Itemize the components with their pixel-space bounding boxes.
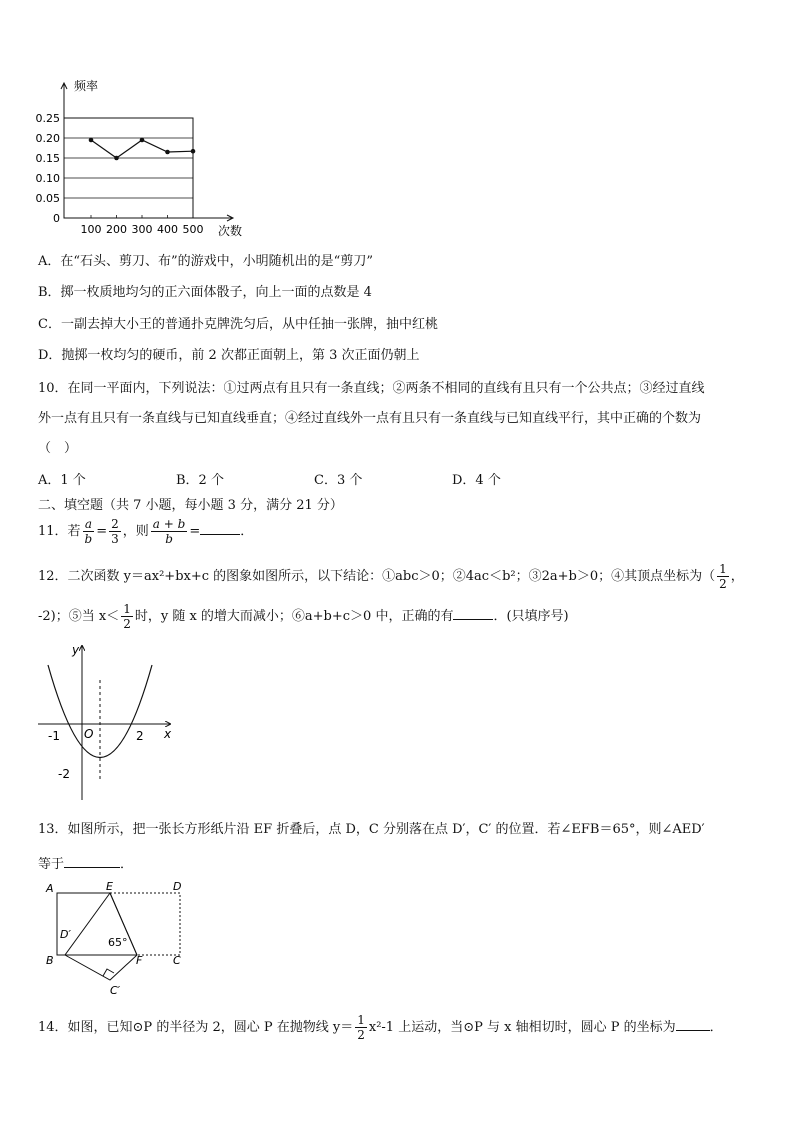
q14-text-b: x²-1 上运动，当⊙P 与 x 轴相切时，圆心 P 的坐标为 — [368, 1020, 676, 1035]
q10-option-c: C．3 个 — [314, 473, 363, 488]
y-tick-label: 0.25 — [35, 112, 60, 125]
graph-origin-label: O — [84, 727, 94, 741]
q10-option-a: A．1 个 — [38, 473, 86, 488]
q10-line1: 10．在同一平面内，下列说法：①过两点有且只有一条直线；②两条不相同的直线有且只有一个公共点；③经过直线 — [38, 381, 705, 396]
chart-series — [89, 138, 196, 161]
q10-option-d: D．4 个 — [452, 473, 501, 488]
q12-text-c: -2)；⑤当 x＜ — [38, 609, 120, 624]
graph-minus2-label: -2 — [58, 767, 70, 781]
q12-text-e: ．(只填序号) — [493, 609, 569, 624]
q12-line1 — [38, 562, 744, 591]
q12-frac-half: $\frac{1}{2}$ — [719, 562, 727, 591]
q11-end: = — [189, 524, 201, 539]
data-point — [140, 138, 145, 143]
q13-line2 — [38, 853, 133, 872]
data-point — [191, 149, 196, 154]
q12-frac-half-2: $\frac{1}{2}$ — [123, 602, 131, 631]
y-tick-label: 0.15 — [35, 152, 60, 165]
x-tick-label: 300 — [131, 223, 153, 236]
q14 — [38, 1013, 723, 1042]
q11-frac-a-b: $\frac{a}{b}$ — [84, 517, 93, 546]
q11-eq: = — [96, 524, 108, 539]
q10-option-b: B．2 个 — [176, 473, 224, 488]
q11-frac-2-3: $\frac{2}{3}$ — [111, 517, 119, 546]
q9-option-c: C．一副去掉大小王的普通扑克牌洗匀后，从中任抽一张牌，抽中红桃 — [38, 317, 438, 332]
x-tick-label: 400 — [157, 223, 178, 236]
y-tick-label: 0.10 — [35, 172, 60, 185]
x-axis-label: 次数 — [218, 224, 243, 238]
label-f: F — [136, 954, 143, 967]
section-heading: 二、填空题（共 7 小题，每小题 3 分，满分 21 分） — [38, 498, 343, 513]
graph-y-label: y — [72, 643, 80, 657]
data-point — [165, 150, 170, 155]
label-angle: 65° — [108, 936, 128, 949]
q11 — [38, 517, 253, 546]
q11-tail: ． — [240, 524, 254, 539]
q12-text-b: ， — [730, 569, 744, 584]
label-b: B — [46, 954, 54, 967]
label-d-prime: D′ — [60, 928, 71, 941]
q11-mid: ，则 — [122, 524, 149, 539]
chart-axes — [36, 83, 234, 236]
series-line — [91, 140, 193, 158]
q9-option-a: A．在“石头、剪刀、布”的游戏中，小明随机出的是“剪刀” — [38, 254, 373, 269]
q13-tail: ． — [120, 857, 134, 872]
q14-answer-blank[interactable] — [676, 1030, 710, 1031]
right-angle-mark — [103, 969, 114, 976]
q12-text-d: 时，y 随 x 的增大而减小；⑥a+b+c＞0 中，正确的有 — [134, 609, 454, 624]
x-tick-label: 500 — [182, 223, 204, 236]
x-tick-label: 100 — [80, 223, 102, 236]
chart-grid — [64, 118, 193, 218]
frequency-line-chart — [30, 75, 250, 240]
label-a: A — [46, 882, 54, 895]
q10-line2: 外一点有且只有一条直线与已知直线垂直；④经过直线外一点有且只有一条直线与已知直线平行，其中正确的个数为 — [38, 411, 702, 426]
x-tick-label: 200 — [106, 223, 127, 236]
q14-text-a: 14．如图，已知⊙P 的半径为 2，圆心 P 在抛物线 y＝ — [38, 1020, 354, 1035]
q13-answer-blank[interactable] — [64, 867, 120, 868]
y-tick-label: 0.20 — [35, 132, 60, 145]
q13-text: 等于 — [38, 857, 65, 872]
q14-frac-half: $\frac{1}{2}$ — [357, 1013, 365, 1042]
label-d: D — [173, 880, 182, 893]
y-tick-label: 0.05 — [35, 192, 60, 205]
data-point — [89, 138, 94, 143]
q11-prefix: 11．若 — [38, 524, 81, 539]
q12-text-a: 12．二次函数 y＝ax²+bx+c 的图象如图所示，以下结论：①abc＞0；②4ac＜b²；③2a+b＞0；④其顶点坐标为（ — [38, 569, 716, 584]
graph-2-label: 2 — [136, 729, 144, 743]
y-axis-label: 频率 — [74, 79, 99, 93]
parabola-figure — [30, 640, 180, 805]
q11-answer-blank[interactable] — [200, 534, 240, 535]
label-e: E — [106, 880, 113, 893]
q12-line2 — [38, 602, 569, 631]
q9-option-d: D．抛掷一枚均匀的硬币，前 2 次都正面朝上，第 3 次正面仍朝上 — [38, 348, 420, 363]
label-c-prime: C′ — [110, 984, 121, 997]
q9-option-b: B．掷一枚质地均匀的正六面体骰子，向上一面的点数是 4 — [38, 285, 372, 300]
q13-line1: 13．如图所示，把一张长方形纸片沿 EF 折叠后，点 D，C 分别落在点 D′，C′ 的位置．若∠EFB＝65°，则∠AED′ — [38, 822, 705, 837]
q11-frac-ab-b: $\frac{a + b}{b}$ — [152, 517, 186, 546]
q10-line3: （ ） — [38, 441, 78, 456]
label-c: C — [173, 954, 181, 967]
fold-figure — [40, 880, 200, 1000]
graph-x-label: x — [164, 727, 172, 741]
q12-answer-blank[interactable] — [453, 619, 493, 620]
data-point — [114, 156, 119, 161]
y-tick-label: 0 — [53, 212, 60, 225]
chart-frame — [64, 118, 193, 218]
graph-minus1-label: -1 — [48, 729, 60, 743]
q14-tail: ． — [709, 1020, 723, 1035]
